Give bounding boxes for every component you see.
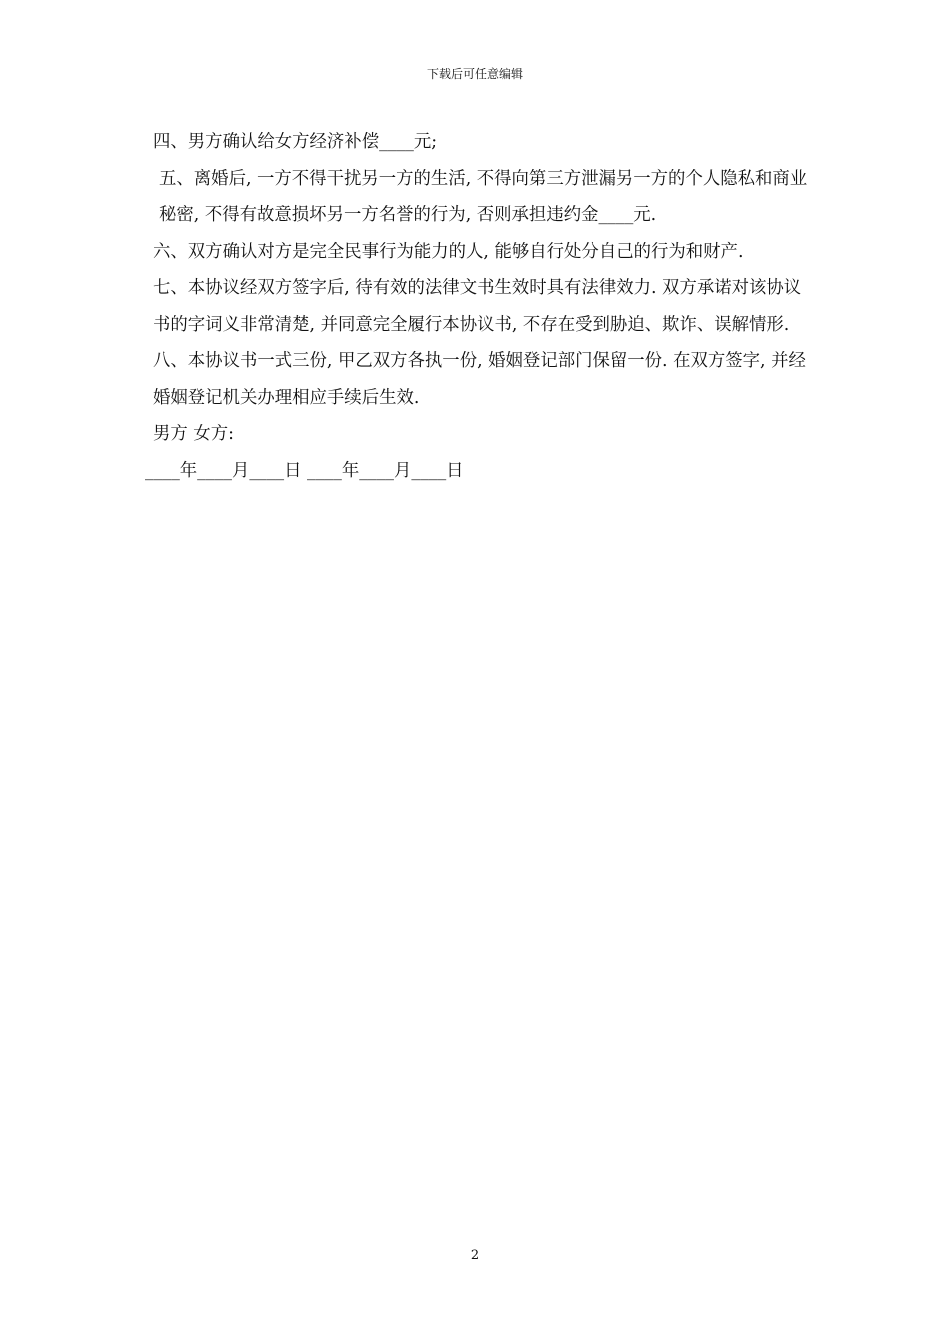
signature-dates: ____年____月____日 ____年____月____日	[145, 460, 464, 481]
clause-5: 五、离婚后, 一方不得干扰另一方的生活, 不得向第三方泄漏另一方的个人隐私和商业秘密, 不得有故意损坏另一方名誉的行为, 否则承担违约金____元.	[159, 168, 808, 225]
page-number: 2	[470, 1248, 480, 1263]
signature-line: 男方 女方:	[153, 424, 234, 444]
clause-7: 七、本协议经双方签字后, 待有效的法律文书生效时具有法律效力. 双方承诺对该协议书的字词义非常清楚, 并同意完全履行本协议书, 不存在受到胁迫、欺诈、误解情形.	[153, 278, 802, 335]
clause-4: 四、男方确认给女方经济补偿____元;	[153, 132, 438, 152]
page-header: 下载后可任意编辑	[426, 67, 523, 81]
clause-8: 八、本协议书一式三份, 甲乙双方各执一份, 婚姻登记部门保留一份. 在双方签字, 并经婚姻登记机关办理相应手续后生效.	[153, 351, 806, 408]
clause-6: 六、双方确认对方是完全民事行为能力的人, 能够自行处分自己的行为和财产.	[153, 241, 744, 262]
document-body	[145, 124, 813, 489]
